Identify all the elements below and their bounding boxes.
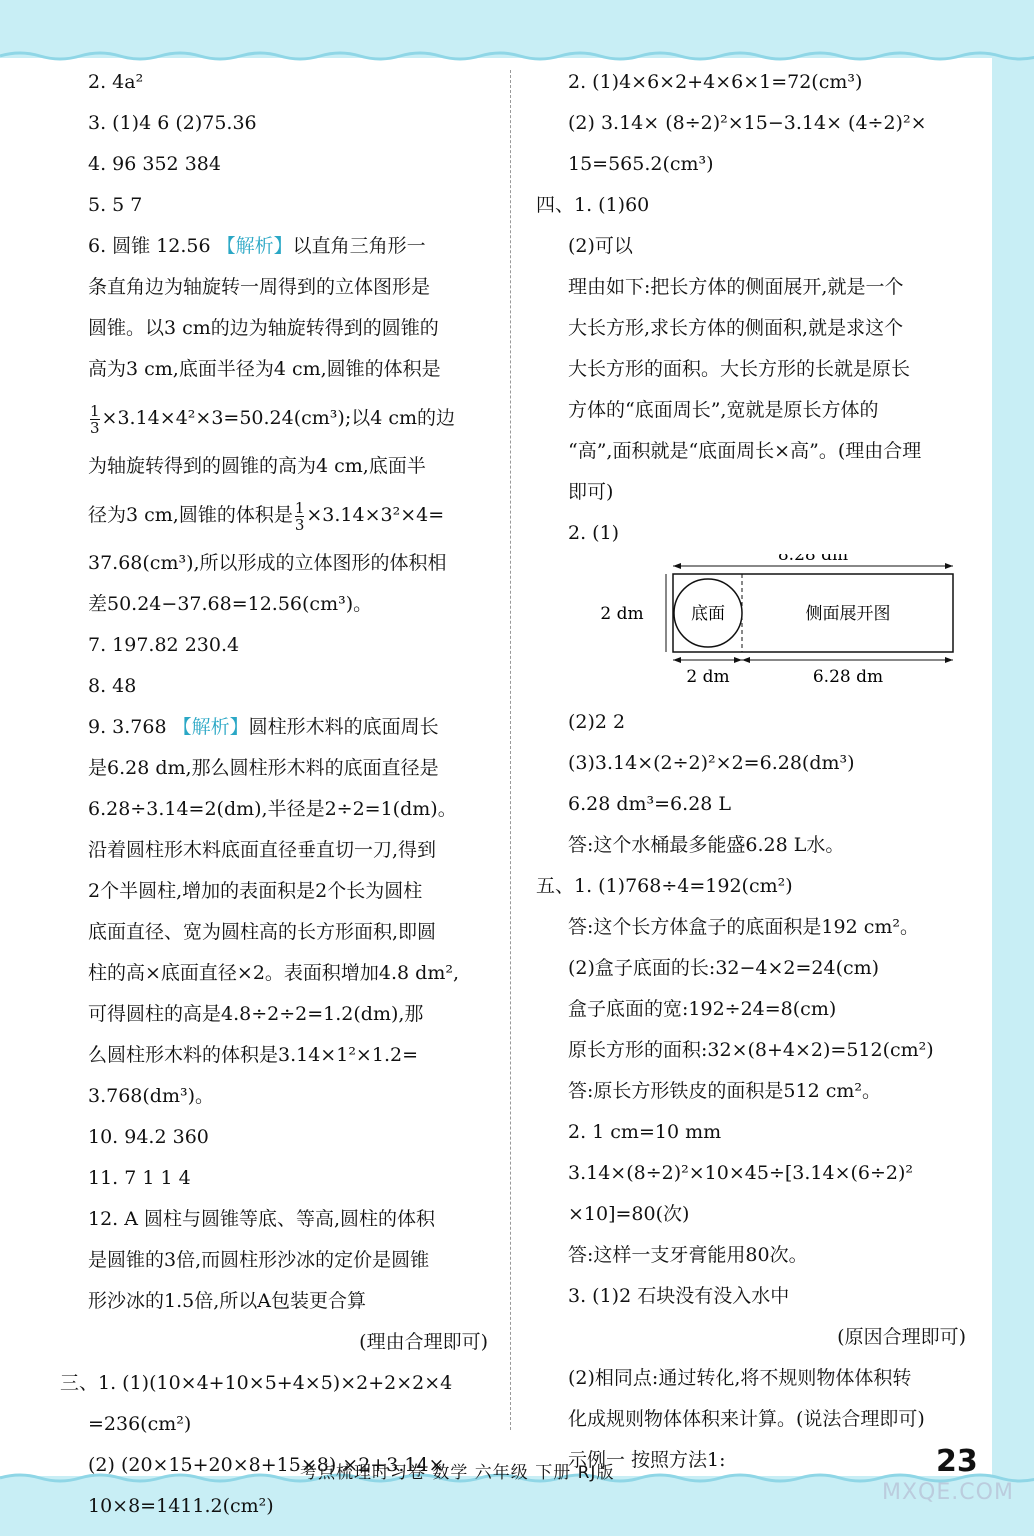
base-label: 底面 [691, 604, 725, 624]
formula-text: 径为3 cm,圆锥的体积是 [88, 504, 293, 526]
arrow [734, 657, 742, 663]
fraction-numerator: 1 [294, 498, 305, 517]
text-line: (2) (20×15+20×8+15×8) ×2+3.14× [88, 1454, 445, 1476]
text-line: 答:这个长方体盒子的底面积是192 cm²。 [568, 916, 919, 938]
text-line: 大长方形的面积。大长方形的长就是原长 [568, 358, 911, 380]
formula-text: ×3.14×3²×4= [306, 504, 445, 526]
text-line: (3)3.14×(2÷2)²×2=6.28(dm³) [568, 752, 855, 774]
answer-6-analysis: 以直角三角形一 [292, 235, 426, 257]
text-line: 2个半圆柱,增加的表面积是2个长为圆柱 [88, 880, 423, 902]
text-line: 是6.28 dm,那么圆柱形木料的底面直径是 [88, 757, 439, 779]
text-line: 圆锥。以3 cm的边为轴旋转得到的圆锥的 [88, 317, 439, 339]
right-column [536, 62, 966, 1481]
fraction [295, 500, 305, 533]
answer-7: 7. 197.82 230.4 [88, 634, 240, 656]
text-line: ×10]=80(次) [568, 1203, 690, 1225]
text-line: 即可) [568, 481, 614, 503]
seg2-label: 6.28 dm [812, 667, 884, 687]
text-line [88, 390, 488, 446]
text-line: “高”,面积就是“底面周长×高”。(理由合理 [568, 440, 922, 462]
text-line: 方体的“底面周长”,宽就是原长方体的 [568, 399, 879, 421]
text-line: 是圆锥的3倍,而圆柱形沙冰的定价是圆锥 [88, 1249, 430, 1271]
height-label: 2 dm [600, 604, 644, 624]
answer-4: 4. 96 352 384 [88, 153, 221, 175]
column-divider [510, 70, 511, 1430]
arrow-left [673, 563, 681, 569]
page-number: 23 [936, 1444, 978, 1479]
side-label: 侧面展开图 [805, 604, 891, 624]
note: (理由合理即可) [359, 1331, 488, 1353]
answer-6-text: 6. 圆锥 12.56 [88, 235, 217, 257]
cylinder-unfold-diagram [568, 554, 966, 702]
text-line: 答:这样一支牙膏能用80次。 [568, 1244, 808, 1266]
answer-9-text: 9. 3.768 [88, 716, 173, 738]
watermark: MXQE.COM [882, 1480, 1014, 1505]
fraction-numerator: 1 [90, 401, 100, 420]
answer-5: 5. 5 7 [88, 194, 143, 216]
arrow [673, 657, 681, 663]
text-line: 大长方形,求长方体的侧面积,就是求这个 [568, 317, 904, 339]
text-line: 盒子底面的宽:192÷24=8(cm) [568, 998, 837, 1020]
text-line: 10×8=1411.2(cm²) [88, 1495, 274, 1517]
text-line: (2)2 2 [568, 711, 626, 733]
text-line: 可得圆柱的高是4.8÷2÷2=1.2(dm),那 [88, 1003, 424, 1025]
note: (原因合理即可) [837, 1326, 966, 1348]
text-line [88, 487, 488, 543]
section-4-answer-1: 四、1. (1)60 [536, 194, 650, 216]
text-line: 条直角边为轴旋转一周得到的立体图形是 [88, 276, 431, 298]
analysis-tag: 【解析】 [216, 235, 293, 257]
text-line: 15=565.2(cm³) [568, 153, 714, 175]
arrow [742, 657, 750, 663]
text-line: =236(cm²) [88, 1413, 192, 1435]
formula-text: ×3.14×4²×3=50.24(cm³);以4 cm的边 [101, 407, 456, 429]
footer-title: 考点梳理时习卷 数学 六年级 下册 RJ版 [300, 1463, 615, 1483]
text-line: 3.14×(8÷2)²×10×45÷[3.14×(6÷2)² [568, 1162, 914, 1184]
text-line: 差50.24−37.68=12.56(cm³)。 [88, 593, 373, 615]
text-line: 答:这个水桶最多能盛6.28 L水。 [568, 834, 845, 856]
left-column [60, 62, 488, 1527]
section-5-answer-3: 3. (1)2 石块没有没入水中 [568, 1285, 790, 1307]
text-line: 3.768(dm³)。 [88, 1085, 215, 1107]
section-5-answer-2: 2. 1 cm=10 mm [568, 1121, 722, 1143]
answer-2: 2. 4a² [88, 71, 144, 93]
answer-9-analysis: 圆柱形木料的底面周长 [248, 716, 439, 738]
text-line: (2)相同点:通过转化,将不规则物体体积转 [568, 1367, 912, 1389]
answer-11: 11. 7 1 1 4 [88, 1167, 191, 1189]
text-line: 6.28 dm³=6.28 L [568, 793, 732, 815]
text-line: (2) 3.14× (8÷2)²×15−3.14× (4÷2)²× [568, 112, 927, 134]
diagram-svg [568, 554, 968, 694]
answer-8: 8. 48 [88, 675, 137, 697]
text-line: (2)盒子底面的长:32−4×2=24(cm) [568, 957, 880, 979]
answer-9 [88, 707, 488, 748]
text-line: 为轴旋转得到的圆锥的高为4 cm,底面半 [88, 455, 426, 477]
text-line: 底面直径、宽为圆柱高的长方形面积,即圆 [88, 921, 437, 943]
total-length-label: 8.28 dm [777, 554, 849, 565]
text-line: 形沙冰的1.5倍,所以A包装更合算 [88, 1290, 366, 1312]
section-4-answer-2: 2. (1) [568, 522, 620, 544]
text-line: 么圆柱形木料的体积是3.14×1²×1.2= [88, 1044, 418, 1066]
section-5-answer-1: 五、1. (1)768÷4=192(cm²) [536, 875, 793, 897]
example-heading: 示例一 按照方法1: [568, 1449, 726, 1471]
text-line: 6.28÷3.14=2(dm),半径是2÷2=1(dm)。 [88, 798, 457, 820]
fraction-denominator: 3 [90, 418, 100, 437]
arrow [945, 657, 953, 663]
seg1-label: 2 dm [686, 667, 730, 687]
text-line: (2)可以 [568, 235, 633, 257]
section-3-answer-2: 2. (1)4×6×2+4×6×1=72(cm³) [568, 71, 863, 93]
answer-6 [88, 226, 488, 267]
analysis-tag: 【解析】 [172, 716, 249, 738]
text-line: 化成规则物体体积来计算。(说法合理即可) [568, 1408, 925, 1430]
section-3-answer-1: 三、1. (1)(10×4+10×5+4×5)×2+2×2×4 [60, 1372, 453, 1394]
arrow-right [945, 563, 953, 569]
answer-10: 10. 94.2 360 [88, 1126, 209, 1148]
answer-3: 3. (1)4 6 (2)75.36 [88, 112, 257, 134]
text-line: 高为3 cm,底面半径为4 cm,圆锥的体积是 [88, 358, 441, 380]
answer-12: 12. A 圆柱与圆锥等底、等高,圆柱的体积 [88, 1208, 436, 1230]
fraction [90, 403, 100, 436]
text-line: 理由如下:把长方体的侧面展开,就是一个 [568, 276, 904, 298]
right-decor-band [992, 0, 1034, 1536]
text-line: 答:原长方形铁皮的面积是512 cm²。 [568, 1080, 881, 1102]
text-line: 沿着圆柱形木料底面直径垂直切一刀,得到 [88, 839, 437, 861]
fraction-denominator: 3 [294, 515, 305, 534]
text-line: 37.68(cm³),所以形成的立体图形的体积相 [88, 552, 447, 574]
text-line: 原长方形的面积:32×(8+4×2)=512(cm²) [568, 1039, 934, 1061]
text-line: 柱的高×底面直径×2。表面积增加4.8 dm², [88, 962, 460, 984]
